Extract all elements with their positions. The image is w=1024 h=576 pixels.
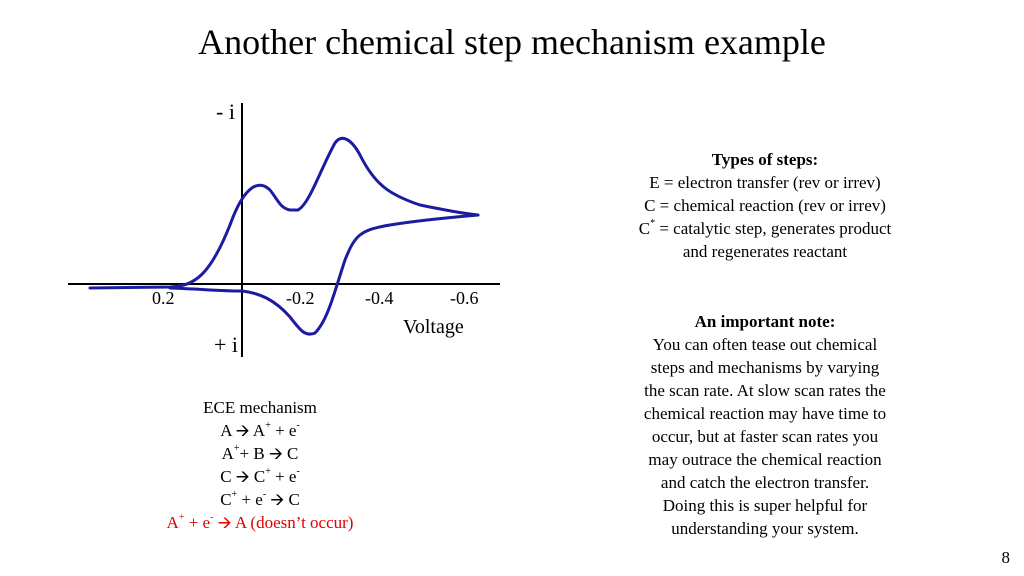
- species: + B: [239, 444, 265, 463]
- species: A: [252, 421, 266, 440]
- species: A: [221, 444, 234, 463]
- ece-step-4: [140, 488, 380, 511]
- charge: -: [296, 466, 300, 478]
- arrow-icon: 🡪: [268, 444, 283, 463]
- cstar-text: = catalytic step, generates product: [655, 219, 892, 238]
- important-note: [610, 310, 920, 540]
- x-axis-title: Voltage: [403, 316, 464, 338]
- species: + e: [275, 421, 297, 440]
- note-line: the scan rate. At slow scan rates the: [644, 381, 886, 400]
- arrow-icon: 🡪: [235, 421, 250, 440]
- species: + e: [275, 467, 297, 486]
- steps-heading: Types of steps:: [711, 150, 819, 169]
- note-line: and catch the electron transfer.: [660, 473, 870, 492]
- species: C: [220, 490, 232, 509]
- types-of-steps: [600, 148, 930, 263]
- species: A (doesn’t occur): [234, 513, 354, 532]
- ece-step-3: [140, 465, 380, 488]
- page-number: 8: [1001, 548, 1010, 567]
- charge: +: [265, 466, 271, 478]
- ece-step-1: [140, 419, 380, 442]
- note-line: may outrace the chemical reaction: [648, 450, 882, 469]
- steps-cstar-line: [600, 217, 930, 240]
- note-line: understanding your system.: [671, 519, 859, 538]
- cstar-sup: *: [650, 218, 656, 230]
- charge: -: [262, 489, 267, 501]
- charge: +: [231, 489, 238, 501]
- species: A: [220, 421, 232, 440]
- y-bottom-label: + i: [214, 332, 239, 357]
- ece-step-2: [140, 442, 380, 465]
- species: C: [287, 444, 299, 463]
- y-top-label: - i: [216, 99, 235, 124]
- species: C: [288, 490, 300, 509]
- charge: +: [178, 512, 185, 524]
- arrow-icon: 🡪: [235, 467, 250, 486]
- slide-title: Another chemical step mechanism example: [198, 22, 826, 62]
- species: + e: [241, 490, 263, 509]
- species: C: [253, 467, 266, 486]
- note-line: chemical reaction may have time to: [643, 404, 887, 423]
- note-line: steps and mechanisms by varying: [650, 358, 880, 377]
- charge: -: [296, 420, 300, 432]
- arrow-icon: 🡪: [217, 513, 232, 532]
- ece-mechanism: [140, 396, 380, 534]
- arrow-icon: 🡪: [270, 490, 285, 509]
- ece-heading: ECE mechanism: [203, 398, 317, 417]
- note-heading: An important note:: [694, 312, 836, 331]
- charge: +: [233, 443, 240, 455]
- species: + e: [188, 513, 211, 532]
- cv-forward-sweep: [90, 138, 478, 288]
- note-line: occur, but at faster scan rates you: [651, 427, 879, 446]
- charge: -: [210, 512, 214, 524]
- note-line: You can often tease out chemical: [652, 335, 878, 354]
- steps-e-line: E = electron transfer (rev or irrev): [649, 173, 881, 192]
- steps-cstar-line-2: and regenerates reactant: [682, 242, 848, 261]
- species: C: [220, 467, 232, 486]
- steps-c-line: C = chemical reaction (rev or irrev): [644, 196, 886, 215]
- cyclic-voltammogram: [60, 95, 510, 365]
- tick-label-neg0.2: -0.2: [286, 288, 315, 308]
- tick-label-0.2: 0.2: [152, 288, 175, 308]
- ece-step-5-not-occurring: [140, 511, 380, 534]
- charge: +: [265, 420, 271, 432]
- cstar-letter: C: [638, 219, 651, 238]
- tick-label-neg0.6: -0.6: [450, 288, 479, 308]
- species: A: [166, 513, 179, 532]
- tick-label-neg0.4: -0.4: [365, 288, 394, 308]
- note-line: Doing this is super helpful for: [662, 496, 868, 515]
